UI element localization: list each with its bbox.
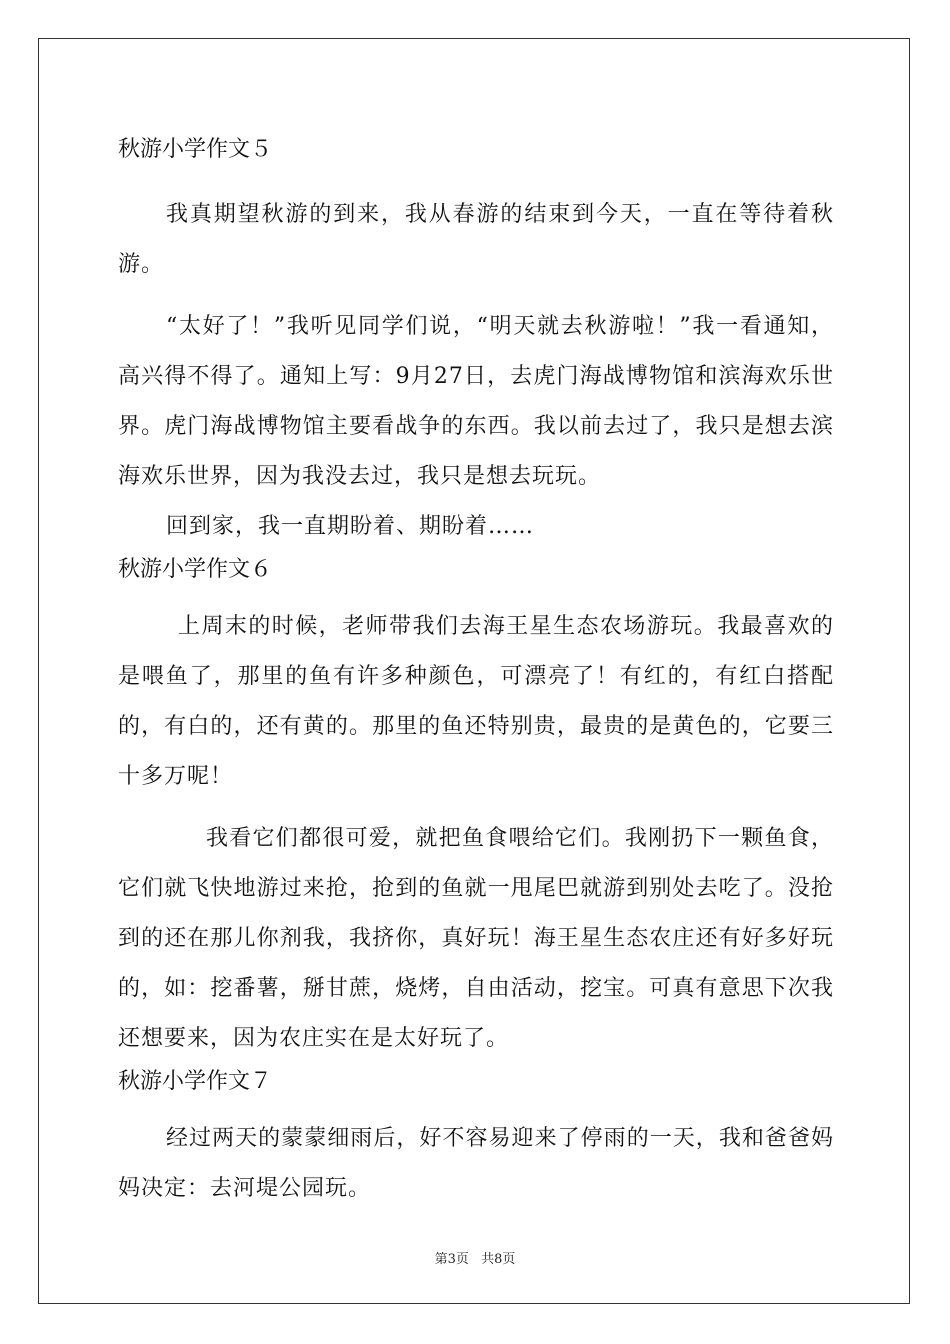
essay5-paragraph-2: “太好了！”我听见同学们说，“明天就去秋游啦！”我一看通知，高兴得不得了。通知上写：9月27日，去虎门海战博物馆和滨海欢乐世界。虎门海战博物馆主要看战争的东西。我以前去过了，我只是想去滨海欢乐世界，因为我没去过，我只是想去玩玩。 (118, 314, 834, 489)
essay6-paragraph-1: 上周末的时候，老师带我们去海王星生态农场游玩。我最喜欢的是喂鱼了，那里的鱼有许多种颜色，可漂亮了！有红的，有红白搭配的，有白的，还有黄的。那里的鱼还特别贵，最贵的是黄色的，它要三十多万呢！ (118, 614, 834, 789)
essay-title-6: 秋游小学作文６ (118, 557, 273, 582)
essay6-paragraph-2: 我看它们都很可爱，就把鱼食喂给它们。我刚扔下一颗鱼食，它们就飞快地游过来抢，抢到的鱼就一甩尾巴就游到别处去吃了。没抢到的还在那儿你剂我，我挤你，真好玩！海王星生态农庄还有好多好玩的，如：挖番薯，掰甘蔗，烧烤，自由活动，挖宝。可真有意思下次我还想要来，因为农庄实在是太好玩了。 (118, 826, 834, 1051)
essay-title-5: 秋游小学作文５ (118, 137, 273, 162)
essay5-paragraph-1: 我真期望秋游的到来，我从春游的结束到今天，一直在等待着秋游。 (118, 202, 834, 277)
page-total: 共8页 (481, 1252, 516, 1267)
essay7-paragraph-1: 经过两天的蒙蒙细雨后，好不容易迎来了停雨的一天，我和爸爸妈妈决定：去河堤公园玩。 (118, 1126, 834, 1201)
essay5-paragraph-3: 回到家，我一直期盼着、期盼着…… (166, 514, 535, 539)
essay-title-7: 秋游小学作文７ (118, 1069, 273, 1094)
page-footer (0, 1248, 950, 1267)
document-body (118, 130, 834, 1214)
page-number: 第3页 (434, 1252, 469, 1267)
